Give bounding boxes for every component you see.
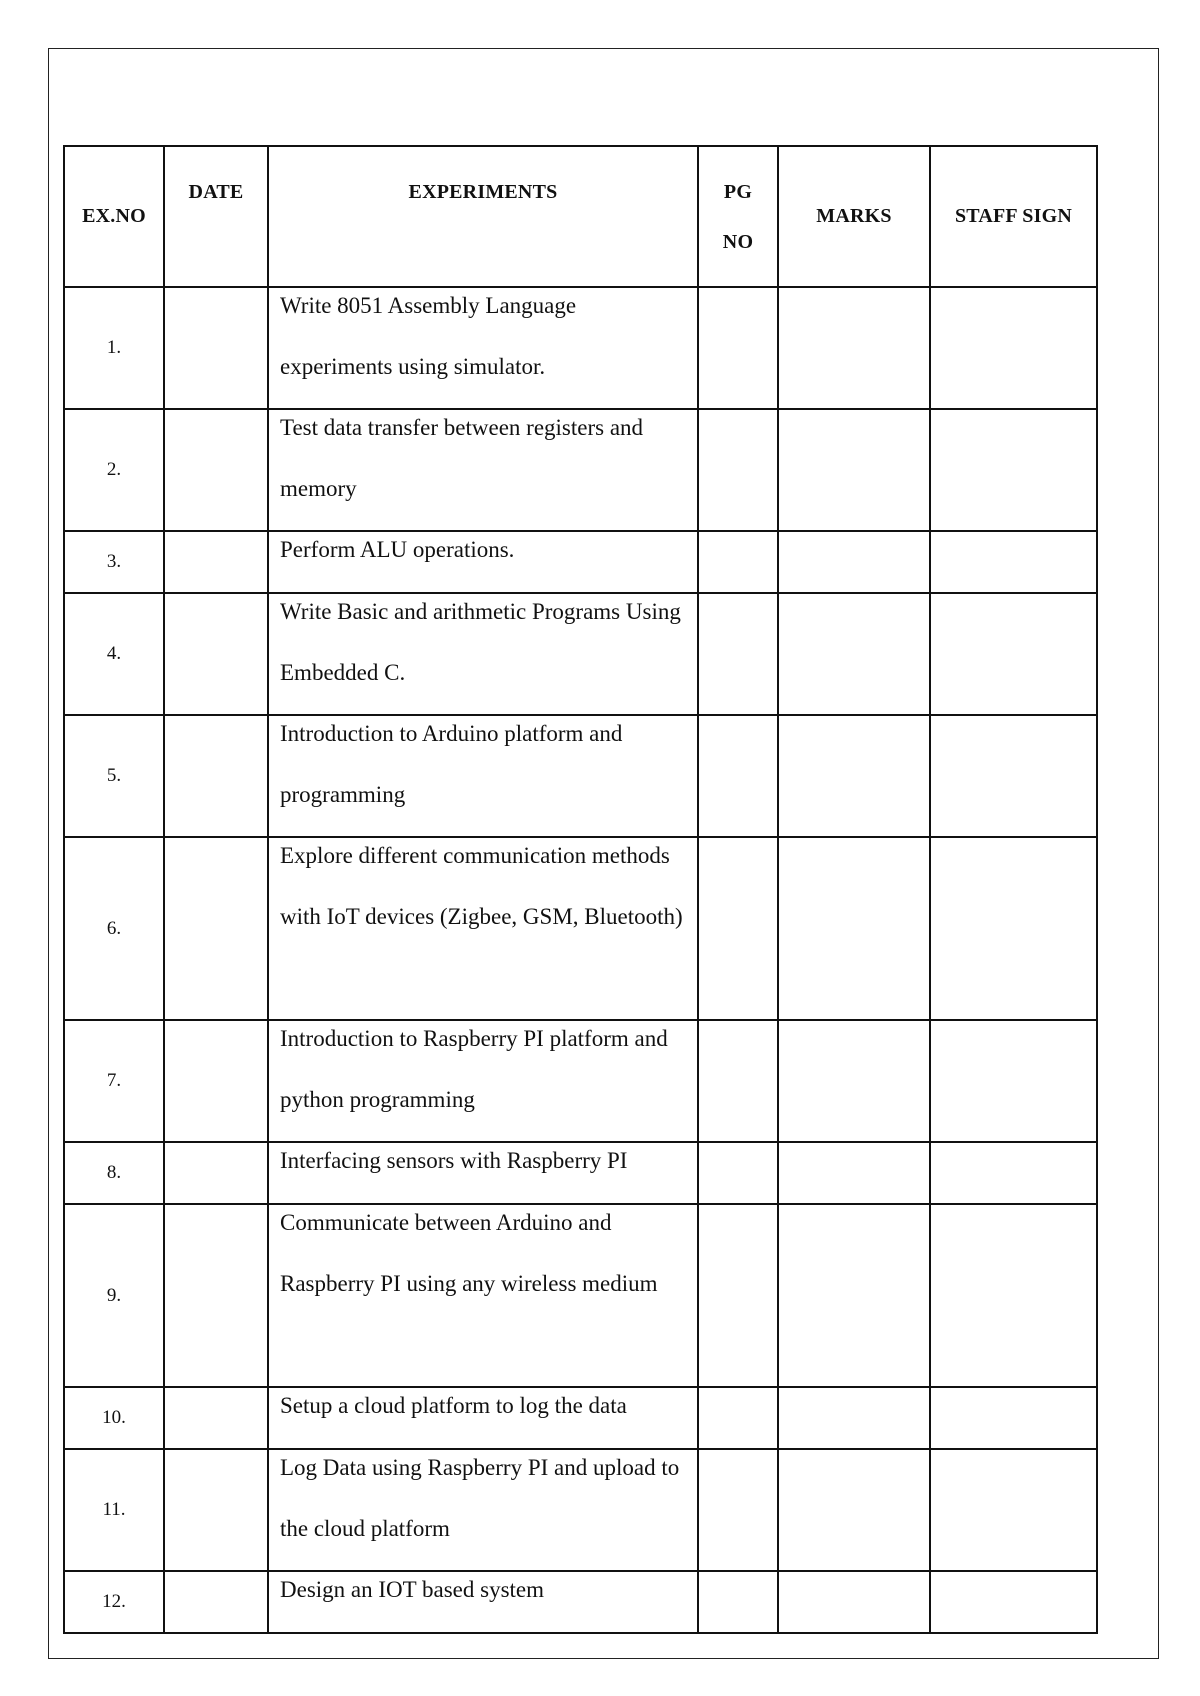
row-marks-cell: [778, 1571, 930, 1633]
row-staff-sign-cell: [930, 593, 1097, 715]
row-marks-cell: [778, 715, 930, 837]
header-ex-no: EX.NO: [64, 146, 164, 287]
header-date-label: DATE: [188, 181, 244, 203]
row-pg-no-cell: [698, 593, 778, 715]
row-experiment-text: Test data transfer between registers and memory: [280, 415, 644, 501]
header-pg-no: [698, 146, 778, 287]
row-pg-no-cell: [698, 1449, 778, 1571]
row-marks-cell: [778, 1204, 930, 1387]
row-pg-no-cell: [698, 409, 778, 531]
row-ex-no: 5.: [64, 715, 164, 837]
row-pg-no-cell: [698, 837, 778, 1020]
row-pg-no-cell: [698, 1020, 778, 1142]
row-pg-no-cell: [698, 1571, 778, 1633]
row-date-cell: [164, 1449, 268, 1571]
row-experiment-cell: [268, 593, 698, 715]
row-date-cell: [164, 1204, 268, 1387]
row-marks-cell: [778, 593, 930, 715]
row-marks-cell: [778, 1020, 930, 1142]
row-staff-sign-cell: [930, 1142, 1097, 1204]
row-date-cell: [164, 715, 268, 837]
table-row: [64, 715, 1097, 837]
header-pg-no-line1: PG: [723, 180, 753, 203]
table-row: [64, 1571, 1097, 1633]
table-row: [64, 287, 1097, 409]
row-experiment-text: Write Basic and arithmetic Programs Using Embedded C.: [280, 599, 681, 685]
row-ex-no: 3.: [64, 531, 164, 593]
row-pg-no-cell: [698, 531, 778, 593]
row-experiment-text: Setup a cloud platform to log the data: [280, 1393, 627, 1418]
row-experiment-text: Explore different communication methods with IoT devices (Zigbee, GSM, Bluetooth): [280, 843, 683, 929]
row-staff-sign-cell: [930, 1571, 1097, 1633]
row-experiment-text: Write 8051 Assembly Language experiments using simulator.: [280, 293, 577, 379]
row-staff-sign-cell: [930, 531, 1097, 593]
row-ex-no: 8.: [64, 1142, 164, 1204]
header-staff-sign: STAFF SIGN: [930, 146, 1097, 287]
row-experiment-cell: [268, 715, 698, 837]
row-ex-no: 2.: [64, 409, 164, 531]
row-staff-sign-cell: [930, 715, 1097, 837]
header-marks: MARKS: [778, 146, 930, 287]
row-marks-cell: [778, 1142, 930, 1204]
row-experiment-text: Perform ALU operations.: [280, 537, 515, 562]
row-date-cell: [164, 837, 268, 1020]
row-date-cell: [164, 1020, 268, 1142]
row-pg-no-cell: [698, 1142, 778, 1204]
row-pg-no-cell: [698, 715, 778, 837]
row-experiment-text: Log Data using Raspberry PI and upload to the cloud platform: [280, 1455, 680, 1541]
row-experiment-cell: [268, 409, 698, 531]
row-experiment-cell: [268, 287, 698, 409]
row-marks-cell: [778, 531, 930, 593]
row-marks-cell: [778, 1449, 930, 1571]
row-experiment-text: Design an IOT based system: [280, 1577, 545, 1602]
row-experiment-text: Interfacing sensors with Raspberry PI: [280, 1148, 628, 1173]
row-date-cell: [164, 1571, 268, 1633]
row-ex-no: 7.: [64, 1020, 164, 1142]
row-marks-cell: [778, 837, 930, 1020]
experiments-index-table: [63, 145, 1098, 1634]
row-ex-no: 4.: [64, 593, 164, 715]
row-ex-no: 6.: [64, 837, 164, 1020]
row-marks-cell: [778, 1387, 930, 1449]
table-row: [64, 1020, 1097, 1142]
row-pg-no-cell: [698, 287, 778, 409]
row-staff-sign-cell: [930, 1387, 1097, 1449]
row-staff-sign-cell: [930, 1020, 1097, 1142]
row-staff-sign-cell: [930, 1449, 1097, 1571]
row-pg-no-cell: [698, 1204, 778, 1387]
header-experiments: [268, 146, 698, 287]
header-row: [64, 146, 1097, 287]
row-date-cell: [164, 593, 268, 715]
row-experiment-cell: [268, 1571, 698, 1633]
row-marks-cell: [778, 287, 930, 409]
row-ex-no: 11.: [64, 1449, 164, 1571]
row-date-cell: [164, 409, 268, 531]
row-staff-sign-cell: [930, 1204, 1097, 1387]
row-date-cell: [164, 1142, 268, 1204]
row-date-cell: [164, 531, 268, 593]
table-row: [64, 1449, 1097, 1571]
header-pg-no-line2: NO: [722, 230, 754, 253]
header-date: [164, 146, 268, 287]
row-experiment-text: Introduction to Arduino platform and programming: [280, 721, 623, 807]
row-staff-sign-cell: [930, 409, 1097, 531]
row-ex-no: 9.: [64, 1204, 164, 1387]
header-experiments-label: EXPERIMENTS: [408, 181, 558, 203]
table-row: [64, 837, 1097, 1020]
row-staff-sign-cell: [930, 837, 1097, 1020]
table-row: [64, 409, 1097, 531]
row-experiment-text: Communicate between Arduino and Raspberry PI using any wireless medium: [280, 1210, 658, 1296]
row-marks-cell: [778, 409, 930, 531]
row-experiment-text: Introduction to Raspberry PI platform and python programming: [280, 1026, 668, 1112]
table-row: [64, 1204, 1097, 1387]
row-staff-sign-cell: [930, 287, 1097, 409]
row-experiment-cell: [268, 1449, 698, 1571]
row-ex-no: 10.: [64, 1387, 164, 1449]
table-row: [64, 593, 1097, 715]
row-experiment-cell: [268, 1020, 698, 1142]
row-date-cell: [164, 287, 268, 409]
row-ex-no: 1.: [64, 287, 164, 409]
row-experiment-cell: [268, 837, 698, 1020]
row-ex-no: 12.: [64, 1571, 164, 1633]
row-date-cell: [164, 1387, 268, 1449]
row-experiment-cell: [268, 1204, 698, 1387]
row-pg-no-cell: [698, 1387, 778, 1449]
